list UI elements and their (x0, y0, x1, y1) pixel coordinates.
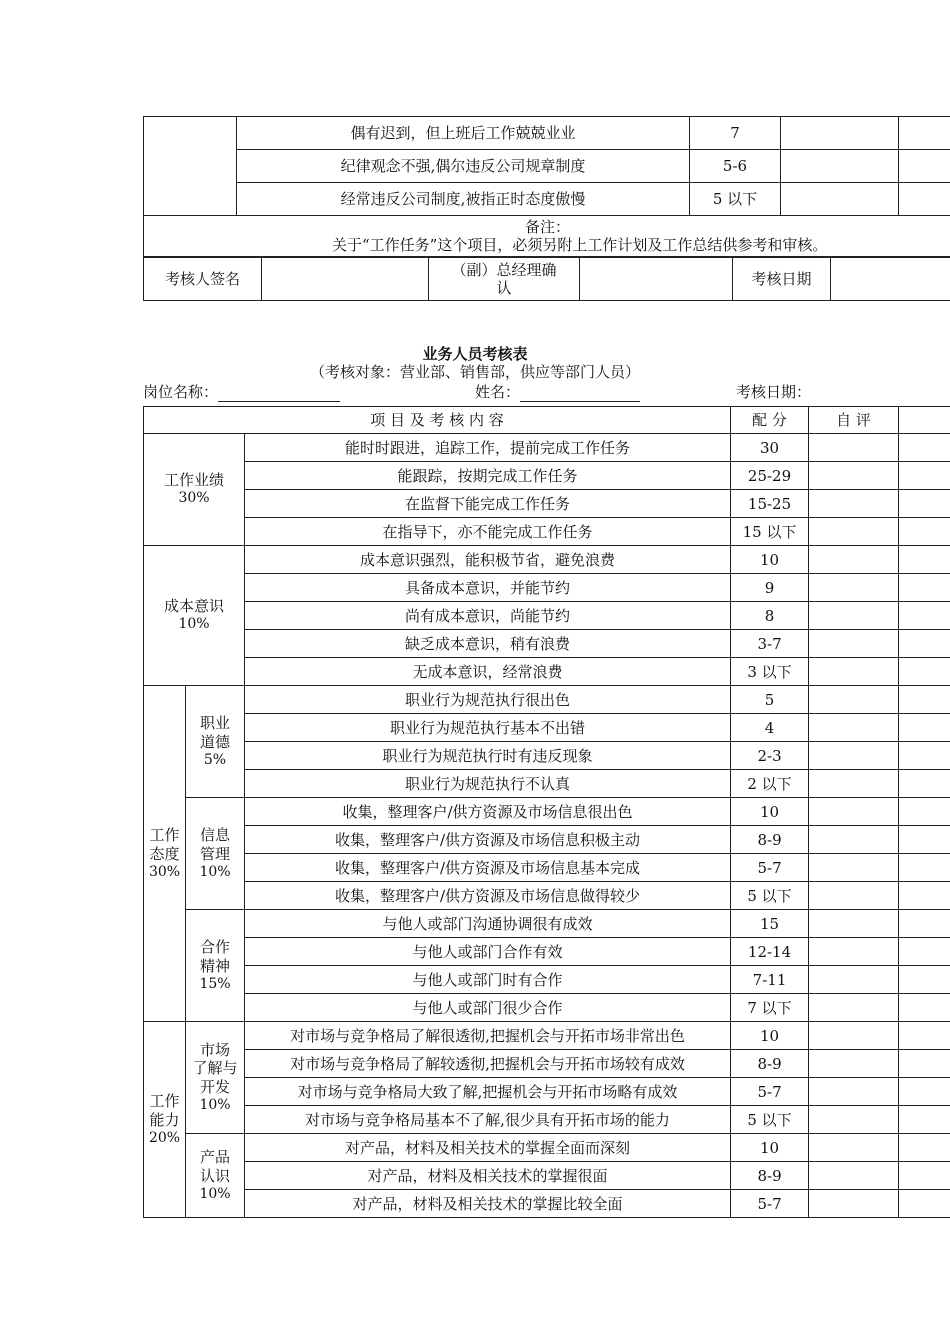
extra-cell[interactable] (899, 658, 950, 686)
extra-cell[interactable] (899, 770, 950, 798)
score-cell: 7-11 (731, 966, 809, 994)
self-eval-cell[interactable] (809, 1022, 899, 1050)
table-row (144, 1134, 950, 1162)
self-eval-cell[interactable] (809, 854, 899, 882)
criteria-text: 对市场与竞争格局了解很透彻,把握机会与开拓市场非常出色 (245, 1022, 731, 1050)
gm-confirm-label: （副）总经理确 认 (429, 258, 580, 301)
self-eval-cell[interactable] (809, 462, 899, 490)
score-cell: 2 以下 (731, 770, 809, 798)
score-cell: 8-9 (731, 826, 809, 854)
score-cell: 5-7 (731, 1078, 809, 1106)
self-eval-cell[interactable] (809, 966, 899, 994)
criteria-text: 对产品，材料及相关技术的掌握比较全面 (245, 1190, 731, 1218)
score-cell: 7 以下 (731, 994, 809, 1022)
table-row (144, 714, 950, 742)
self-eval-cell[interactable] (809, 1190, 899, 1218)
gm-confirm-field[interactable] (580, 258, 733, 301)
criteria-text: 经常违反公司制度,被指正时态度傲慢 (237, 183, 690, 216)
score-cell: 10 (731, 1134, 809, 1162)
table-row (144, 742, 950, 770)
criteria-text: 对市场与竞争格局大致了解,把握机会与开拓市场略有成效 (245, 1078, 731, 1106)
category-performance: 工作业绩 30% (144, 434, 245, 546)
criteria-text: 对产品，材料及相关技术的掌握很面 (245, 1162, 731, 1190)
score-cell: 8 (731, 602, 809, 630)
score-cell: 15-25 (731, 490, 809, 518)
extra-cell[interactable] (899, 1190, 950, 1218)
extra-cell[interactable] (899, 1022, 950, 1050)
extra-cell[interactable] (899, 546, 950, 574)
self-eval-cell[interactable] (809, 1106, 899, 1134)
header-extra (899, 407, 950, 434)
extra-cell[interactable] (899, 1134, 950, 1162)
note-text: 关于“工作任务”这个项目，必须另附上工作计划及工作总结供参考和审核。 (332, 236, 828, 254)
category-attitude: 工作 态度 30% (144, 686, 186, 1022)
score-cell: 5-6 (690, 150, 781, 183)
score-cell: 8-9 (731, 1050, 809, 1078)
extra-cell[interactable] (899, 1078, 950, 1106)
table-row (144, 546, 950, 574)
self-eval-cell[interactable] (809, 910, 899, 938)
score-cell: 25-29 (731, 462, 809, 490)
extra-cell[interactable] (899, 574, 950, 602)
score-cell: 5-7 (731, 854, 809, 882)
subcategory-teamwork: 合作 精神 15% (186, 910, 245, 1022)
table-row (144, 854, 950, 882)
table-row (144, 183, 950, 216)
table-row (144, 462, 950, 490)
criteria-text: 无成本意识，经常浪费 (245, 658, 731, 686)
self-eval-cell[interactable] (781, 117, 899, 150)
header-row (144, 407, 950, 434)
criteria-text: 偶有迟到，但上班后工作兢兢业业 (237, 117, 690, 150)
previous-page-table (143, 116, 950, 257)
self-eval-cell[interactable] (809, 994, 899, 1022)
score-cell: 8-9 (731, 1162, 809, 1190)
subcategory-market: 市场 了解与 开发 10% (186, 1022, 245, 1134)
table-row (144, 1190, 950, 1218)
category-cell (144, 117, 237, 216)
criteria-text: 纪律观念不强,偶尔违反公司规章制度 (237, 150, 690, 183)
table-row (144, 826, 950, 854)
table-row (144, 770, 950, 798)
form-title: 业务人员考核表 (422, 345, 528, 363)
table-row (144, 994, 950, 1022)
evaluation-table (143, 406, 950, 1218)
extra-cell[interactable] (899, 966, 950, 994)
subcategory-info-management: 信息 管理 10% (186, 798, 245, 910)
criteria-text: 职业行为规范执行不认真 (245, 770, 731, 798)
self-eval-cell[interactable] (809, 602, 899, 630)
score-cell: 12-14 (731, 938, 809, 966)
table-row (144, 1078, 950, 1106)
table-row (144, 630, 950, 658)
criteria-text: 成本意识强烈，能积极节省，避免浪费 (245, 546, 731, 574)
extra-cell[interactable] (899, 434, 950, 462)
signature-table (143, 257, 950, 301)
extra-cell[interactable] (899, 150, 950, 183)
score-cell: 3-7 (731, 630, 809, 658)
score-cell: 10 (731, 1022, 809, 1050)
header-items: 项 目 及 考 核 内 容 (144, 407, 731, 434)
criteria-text: 具备成本意识，并能节约 (245, 574, 731, 602)
extra-cell[interactable] (899, 630, 950, 658)
self-eval-cell[interactable] (809, 798, 899, 826)
extra-cell[interactable] (899, 854, 950, 882)
score-cell: 2-3 (731, 742, 809, 770)
reviewer-sign-label: 考核人签名 (144, 258, 262, 301)
extra-cell[interactable] (899, 742, 950, 770)
criteria-text: 收集，整理客户/供方资源及市场信息做得较少 (245, 882, 731, 910)
extra-cell[interactable] (899, 602, 950, 630)
score-cell: 4 (731, 714, 809, 742)
extra-cell[interactable] (899, 1106, 950, 1134)
score-cell: 5 以下 (731, 1106, 809, 1134)
score-cell: 15 以下 (731, 518, 809, 546)
criteria-text: 收集，整理客户/供方资源及市场信息积极主动 (245, 826, 731, 854)
header-self-eval: 自 评 (809, 407, 899, 434)
score-cell: 15 (731, 910, 809, 938)
criteria-text: 能跟踪，按期完成工作任务 (245, 462, 731, 490)
table-row (144, 966, 950, 994)
self-eval-cell[interactable] (809, 658, 899, 686)
self-eval-cell[interactable] (809, 714, 899, 742)
self-eval-cell[interactable] (809, 770, 899, 798)
extra-cell[interactable] (899, 910, 950, 938)
note-row (144, 216, 950, 257)
table-row (144, 602, 950, 630)
table-row (144, 938, 950, 966)
self-eval-cell[interactable] (809, 1050, 899, 1078)
note-cell (144, 216, 950, 257)
criteria-text: 与他人或部门沟通协调很有成效 (245, 910, 731, 938)
extra-cell[interactable] (899, 826, 950, 854)
self-eval-cell[interactable] (809, 434, 899, 462)
date-field: 考核日期： (736, 383, 812, 401)
note-label: 备注： (524, 218, 570, 236)
category-cost: 成本意识 10% (144, 546, 245, 686)
criteria-text: 职业行为规范执行时有违反现象 (245, 742, 731, 770)
review-date-field[interactable] (831, 258, 950, 301)
criteria-text: 与他人或部门合作有效 (245, 938, 731, 966)
table-row (144, 117, 950, 150)
table-row (144, 686, 950, 714)
extra-cell[interactable] (899, 490, 950, 518)
table-row (144, 490, 950, 518)
score-cell: 5 以下 (731, 882, 809, 910)
self-eval-cell[interactable] (809, 1162, 899, 1190)
extra-cell[interactable] (899, 518, 950, 546)
subcategory-ethics: 职业 道德 5% (186, 686, 245, 798)
extra-cell[interactable] (899, 994, 950, 1022)
extra-cell[interactable] (899, 798, 950, 826)
score-cell: 30 (731, 434, 809, 462)
criteria-text: 收集，整理客户/供方资源及市场信息基本完成 (245, 854, 731, 882)
header-score: 配 分 (731, 407, 809, 434)
criteria-text: 在指导下，亦不能完成工作任务 (245, 518, 731, 546)
extra-cell[interactable] (899, 1050, 950, 1078)
position-input[interactable] (218, 386, 340, 402)
self-eval-cell[interactable] (809, 546, 899, 574)
criteria-text: 职业行为规范执行基本不出错 (245, 714, 731, 742)
self-eval-cell[interactable] (809, 826, 899, 854)
score-cell: 10 (731, 798, 809, 826)
self-eval-cell[interactable] (809, 938, 899, 966)
table-row (144, 658, 950, 686)
table-row (144, 798, 950, 826)
score-cell: 10 (731, 546, 809, 574)
table-row (144, 150, 950, 183)
table-row (144, 1022, 950, 1050)
criteria-text: 尚有成本意识，尚能节约 (245, 602, 731, 630)
category-ability: 工作 能力 20% (144, 1022, 186, 1218)
criteria-text: 能时时跟进，追踪工作，提前完成工作任务 (245, 434, 731, 462)
extra-cell[interactable] (899, 462, 950, 490)
self-eval-cell[interactable] (809, 518, 899, 546)
criteria-text: 与他人或部门时有合作 (245, 966, 731, 994)
criteria-text: 与他人或部门很少合作 (245, 994, 731, 1022)
extra-cell[interactable] (899, 1162, 950, 1190)
position-field: 岗位名称： (143, 381, 340, 402)
self-eval-cell[interactable] (781, 150, 899, 183)
criteria-text: 在监督下能完成工作任务 (245, 490, 731, 518)
self-eval-cell[interactable] (809, 686, 899, 714)
self-eval-cell[interactable] (809, 630, 899, 658)
criteria-text: 对市场与竞争格局了解较透彻,把握机会与开拓市场较有成效 (245, 1050, 731, 1078)
self-eval-cell[interactable] (809, 1078, 899, 1106)
score-cell: 5-7 (731, 1190, 809, 1218)
name-field: 姓名： (475, 381, 640, 402)
form-subtitle: （考核对象：营业部、销售部，供应等部门人员） (309, 363, 640, 381)
score-cell: 3 以下 (731, 658, 809, 686)
extra-cell[interactable] (899, 117, 950, 150)
table-row (144, 518, 950, 546)
criteria-text: 收集，整理客户/供方资源及市场信息很出色 (245, 798, 731, 826)
extra-cell[interactable] (899, 686, 950, 714)
score-cell: 9 (731, 574, 809, 602)
table-row (144, 1106, 950, 1134)
criteria-text: 对产品，材料及相关技术的掌握全面而深刻 (245, 1134, 731, 1162)
self-eval-cell[interactable] (809, 574, 899, 602)
table-row (144, 882, 950, 910)
self-eval-cell[interactable] (809, 742, 899, 770)
self-eval-cell[interactable] (809, 490, 899, 518)
table-row (144, 434, 950, 462)
criteria-text: 对市场与竞争格局基本不了解,很少具有开拓市场的能力 (245, 1106, 731, 1134)
extra-cell[interactable] (899, 882, 950, 910)
table-row (144, 1050, 950, 1078)
self-eval-cell[interactable] (809, 882, 899, 910)
self-eval-cell[interactable] (781, 183, 899, 216)
extra-cell[interactable] (899, 714, 950, 742)
score-cell: 5 (731, 686, 809, 714)
table-row (144, 1162, 950, 1190)
subcategory-product: 产品 认识 10% (186, 1134, 245, 1218)
criteria-text: 职业行为规范执行很出色 (245, 686, 731, 714)
extra-cell[interactable] (899, 183, 950, 216)
score-cell: 7 (690, 117, 781, 150)
name-input[interactable] (520, 386, 640, 402)
reviewer-sign-field[interactable] (262, 258, 429, 301)
signature-row (144, 258, 950, 301)
self-eval-cell[interactable] (809, 1134, 899, 1162)
review-date-label: 考核日期 (733, 258, 831, 301)
extra-cell[interactable] (899, 938, 950, 966)
score-cell: 5 以下 (690, 183, 781, 216)
criteria-text: 缺乏成本意识，稍有浪费 (245, 630, 731, 658)
table-row (144, 574, 950, 602)
table-row (144, 910, 950, 938)
